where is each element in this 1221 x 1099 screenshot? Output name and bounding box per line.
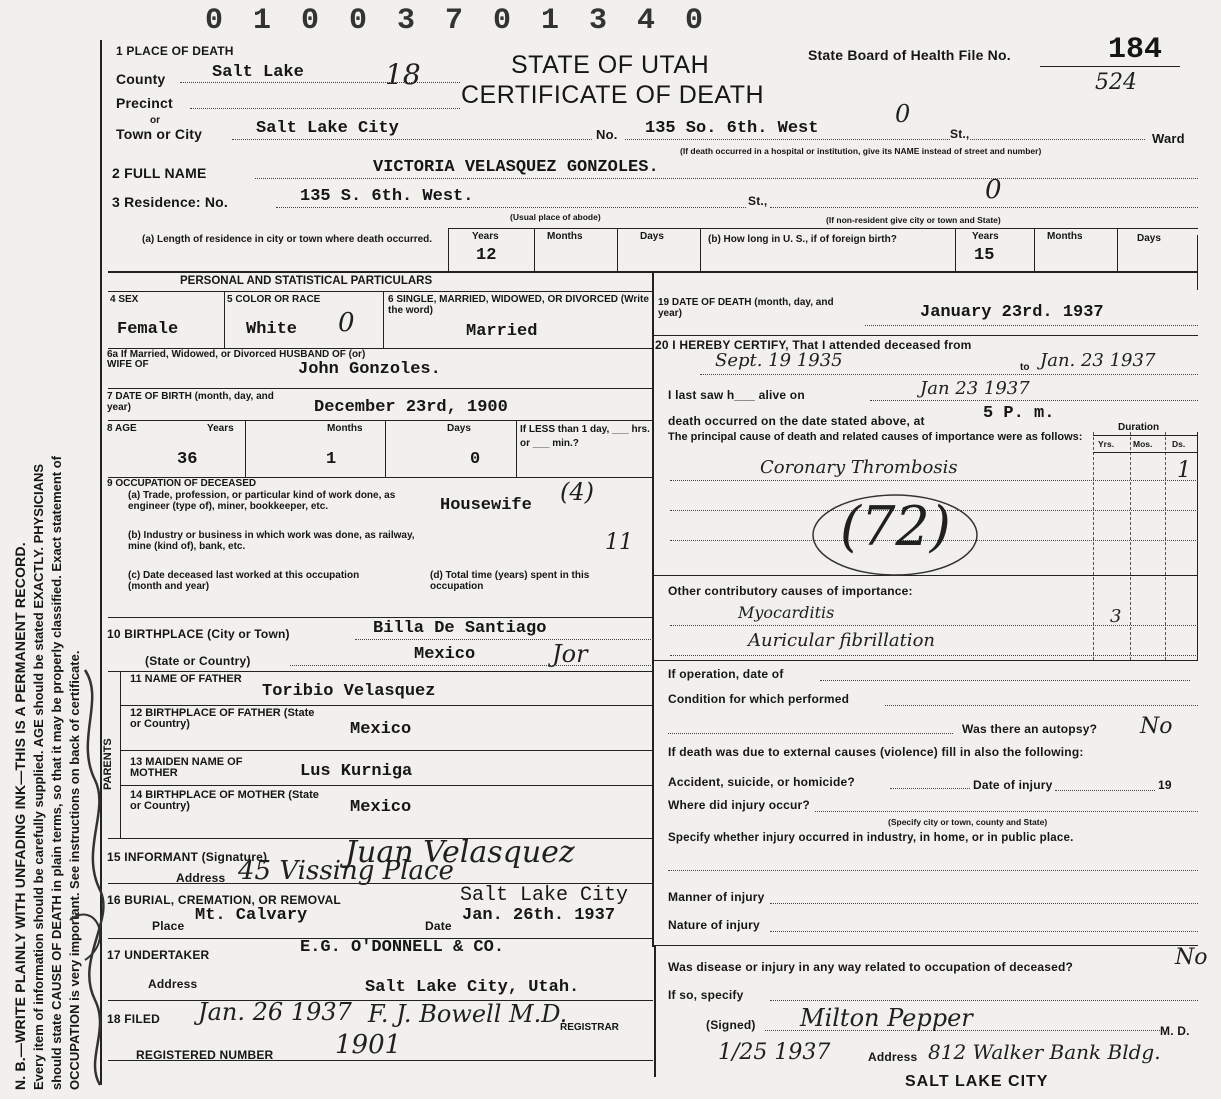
rule-birthplace [108, 617, 653, 618]
residence-st-rule [770, 207, 1198, 208]
residence-value: 135 S. 6th. West. [300, 187, 474, 206]
mother-bp-value: Mexico [350, 798, 412, 817]
undertaker-address-label: Address [148, 977, 198, 991]
physician-address: 812 Walker Bank Bldg. [928, 1040, 1161, 1064]
age-days-label: Days [447, 423, 471, 434]
rule-birth [108, 388, 653, 389]
death-time: 5 P. m. [983, 404, 1055, 423]
rule-father [120, 705, 653, 706]
registered-number-label: REGISTERED NUMBER [136, 1048, 274, 1062]
cause-line-1 [670, 480, 1198, 481]
if-so-label: If so, specify [668, 988, 744, 1002]
informant-address: 45 Vissing Place [238, 856, 454, 886]
birth-date-value: December 23rd, 1900 [314, 398, 508, 417]
residence-rule [276, 207, 746, 208]
notice-line-2: Every item of information should be carefully supplied. AGE should be stated EXACTLY. PHYSICIANS [31, 463, 46, 1090]
death-occurred-label: death occurred on the date stated above, at [668, 414, 925, 428]
physician-address-label: Address [868, 1050, 918, 1064]
column-divider-upper [652, 272, 654, 947]
us-years-label: Years [972, 231, 999, 242]
burial-place-value: Mt. Calvary [195, 906, 308, 925]
box-res-top [448, 228, 1198, 229]
occupation-b-mark: 11 [605, 530, 633, 555]
father-label: 11 NAME OF FATHER [130, 673, 242, 685]
last-saw-label: I last saw h___ alive on [668, 388, 805, 402]
rule-sex [108, 291, 653, 292]
sex-value: Female [117, 320, 179, 339]
occupation-mark: (4) [560, 478, 594, 506]
box-res-1 [534, 228, 535, 271]
signed-label: (Signed) [706, 1018, 756, 1032]
date-of-death-value: January 23rd. 1937 [920, 303, 1104, 322]
place-no-label: No. [596, 127, 618, 142]
place-ward-rule [970, 139, 1145, 140]
filed-date: Jan. 26 1937 [198, 998, 352, 1026]
accident-label: Accident, suicide, or homicide? [668, 775, 855, 789]
father-value: Toribio Velasquez [262, 682, 436, 701]
undertaker-address: Salt Lake City, Utah. [365, 978, 580, 997]
where-note: (Specify city or town, county and State) [888, 817, 1048, 827]
last-saw-value: Jan 23 1937 [920, 378, 1030, 399]
file-number: 184 [1108, 33, 1163, 67]
occupation-a-value: Housewife [440, 496, 532, 515]
autopsy-label: Was there an autopsy? [962, 722, 1098, 736]
registrar-label: REGISTRAR [560, 1022, 619, 1033]
rule-injury-bottom [654, 945, 1198, 946]
box-us-left [955, 228, 956, 271]
contrib-1: Myocarditis [738, 603, 835, 622]
birthplace-label: 10 BIRTHPLACE (City or Town) [107, 627, 290, 641]
col-age-days [516, 421, 517, 477]
injury-year-label: 19 [1158, 778, 1172, 792]
birthplace-country-rule [290, 665, 653, 666]
duration-label: Duration [1118, 422, 1160, 433]
age-years-value: 36 [177, 450, 198, 469]
full-name-label: 2 FULL NAME [112, 165, 207, 181]
race-value: White [246, 320, 298, 339]
rule-age [108, 420, 653, 421]
last-saw-rule [870, 400, 1198, 401]
race-mark: 0 [338, 308, 355, 338]
county-label: County [116, 71, 166, 87]
notice-line-4: OCCUPATION is very important. See instructions on back of certificate. [67, 650, 82, 1090]
precinct-label: Precinct [116, 95, 173, 111]
specify-rule [668, 870, 1198, 871]
burial-label: 16 BURIAL, CREMATION, OR REMOVAL [107, 893, 341, 907]
serial-number: 0 1 0 0 3 7 0 1 3 4 0 [205, 4, 710, 38]
residence-st-label: St., [748, 194, 768, 208]
usual-abode-note: (Usual place of abode) [510, 212, 601, 222]
place-of-death-label: 1 PLACE OF DEATH [116, 44, 234, 58]
cause-label: The principal cause of death and related causes of importance were as follows: [668, 431, 1083, 443]
undertaker-value: E.G. O'DONNELL & CO. [300, 938, 505, 957]
box-us-1 [1034, 228, 1035, 271]
age-months-label: Months [327, 423, 363, 434]
file-number-rule [1040, 66, 1180, 67]
box-res-left [448, 228, 449, 271]
occ-disease-value: No [1175, 945, 1208, 970]
town-rule [232, 139, 592, 140]
us-years-value: 15 [974, 246, 995, 265]
county-mark: 18 [385, 58, 421, 91]
yrs-label: Yrs. [1098, 439, 1115, 449]
personal-header: PERSONAL AND STATISTICAL PARTICULARS [180, 275, 433, 287]
rule-mother [120, 785, 653, 786]
nature-label: Nature of injury [668, 918, 760, 932]
signed-rule [765, 1030, 1160, 1031]
margin-scribble [55, 660, 125, 1090]
precinct-rule [190, 108, 460, 109]
place-address: 135 So. 6th. West [645, 119, 819, 138]
condition-label: Condition for which performed [668, 692, 850, 706]
burial-place-label: Place [152, 919, 185, 933]
md-label: M. D. [1160, 1024, 1190, 1038]
rule-contrib-bottom [654, 660, 1198, 661]
hospital-note: (If death occurred in a hospital or institution, give its NAME instead of street and number) [680, 146, 1042, 156]
place-mark: 0 [895, 100, 911, 128]
certify-from: Sept. 19 1935 [715, 350, 843, 371]
certify-rule [700, 374, 1198, 375]
burial-date-label: Date [425, 919, 452, 933]
town-value: Salt Lake City [256, 119, 399, 138]
certify-label: 20 I HEREBY CERTIFY, That I attended deceased from [655, 338, 972, 352]
age-days-value: 0 [470, 450, 481, 469]
county-value: Salt Lake [212, 63, 304, 82]
ward-label: Ward [1152, 131, 1185, 146]
dur-top [1093, 435, 1198, 436]
injury-date-rule [1055, 790, 1155, 791]
certify-to-label: to [1020, 362, 1030, 373]
rule-date-of-death [654, 335, 1198, 336]
file-sub-number: 524 [1095, 70, 1137, 95]
box-res-3 [700, 228, 701, 271]
county-rule [180, 82, 460, 83]
manner-label: Manner of injury [668, 890, 765, 904]
signed-date: 1/25 1937 [718, 1040, 831, 1065]
age-years-label: Years [207, 423, 234, 434]
race-label: 5 COLOR OR RACE [227, 294, 321, 305]
rule-father-bp [120, 750, 653, 751]
occupation-a-label: (a) Trade, profession, or particular kind of work done, as engineer (type of), miner, bookkeeper, etc. [128, 490, 396, 512]
cause-coding: (72) [840, 495, 951, 558]
informant-label: 15 INFORMANT (Signature) [107, 850, 268, 864]
if-so-rule [770, 1000, 1198, 1001]
where-rule [815, 811, 1198, 812]
burial-date-value: Jan. 26th. 1937 [462, 906, 616, 925]
file-number-label: State Board of Health File No. [808, 47, 1011, 63]
specify-label: Specify whether injury occurred in industry, in home, or in public place. [668, 832, 1074, 844]
occ-disease-label: Was disease or injury in any way related to occupation of deceased? [668, 960, 1074, 974]
coding-circle [805, 490, 985, 580]
physician-signature: Milton Pepper [800, 1004, 973, 1032]
informant-signature: Juan Velasquez [345, 835, 575, 870]
marital-label: 6 SINGLE, MARRIED, WIDOWED, OR DIVORCED (Write the word) [388, 294, 649, 316]
contrib-duration: 3 [1110, 606, 1122, 627]
birthplace-city-rule [355, 639, 653, 640]
place-st-label: St., [950, 127, 970, 141]
burial-location: Salt Lake City [460, 884, 629, 907]
rule-parents-top [108, 671, 653, 672]
box-us-2 [1117, 228, 1118, 271]
column-divider-lower [654, 945, 656, 1077]
birthplace-state-label: (State or Country) [145, 654, 251, 668]
cause-duration: 1 [1177, 458, 1191, 483]
mother-label: 13 MAIDEN NAME OF MOTHER [130, 756, 243, 779]
occupation-b-label: (b) Industry or business in which work was done, as railway, mine (kind of), bank, etc. [128, 530, 415, 552]
father-bp-label: 12 BIRTHPLACE OF FATHER (State or Country) [130, 707, 315, 730]
date-of-death-label: 19 DATE OF DEATH (month, day, and year) [658, 297, 834, 319]
age-label: 8 AGE [107, 423, 137, 434]
col-sex-race [224, 292, 225, 348]
res-years-label: Years [472, 231, 499, 242]
place-address-rule [625, 139, 950, 140]
town-label: Town or City [116, 126, 203, 142]
col-age-years [245, 421, 246, 477]
notice-line-3: should state CAUSE OF DEATH in plain terms, so that it may be properly classified. Exact statement of [49, 455, 64, 1090]
length-years-value: 12 [476, 246, 497, 265]
birthplace-city: Billa De Santiago [373, 619, 547, 638]
col-age-months [385, 421, 386, 477]
where-label: Where did injury occur? [668, 798, 810, 812]
mos-label: Mos. [1133, 439, 1153, 449]
box-res-2 [617, 228, 618, 271]
operation-label: If operation, date of [668, 667, 784, 681]
or-label: or [150, 115, 160, 126]
sex-label: 4 SEX [110, 294, 139, 305]
res-months-label: Months [547, 231, 583, 242]
external-label: If death was due to external causes (violence) fill in also the following: [668, 745, 1084, 759]
injury-date-label: Date of injury [973, 778, 1053, 792]
age-months-value: 1 [326, 450, 337, 469]
condition-rule [885, 705, 1198, 706]
operation-rule [820, 680, 1190, 681]
filed-label: 18 FILED [107, 1012, 160, 1026]
autopsy-value: No [1140, 714, 1173, 739]
accident-rule [890, 788, 970, 789]
birthplace-mark: Jor [552, 640, 588, 668]
col-race-marital [383, 292, 384, 348]
cause-value: Coronary Thrombosis [760, 457, 958, 478]
manner-rule [770, 903, 1198, 904]
date-of-death-rule [865, 325, 1198, 326]
registrar-signature: F. J. Bowell M.D. [368, 1000, 568, 1028]
spouse-label: 6a If Married, Widowed, or Divorced HUSBAND OF (or) WIFE OF [107, 349, 366, 370]
notice-line-1: N. B.—WRITE PLAINLY WITH UNFADING INK—THIS IS A PERMANENT RECORD. [12, 542, 28, 1090]
dur-sub [1093, 452, 1198, 453]
registered-number: 1901 [335, 1030, 402, 1060]
nature-rule [770, 931, 1198, 932]
full-name-rule [255, 178, 1198, 179]
parents-side-label: PARENTS [102, 738, 114, 790]
us-residence-label: (b) How long in U. S., if of foreign birth? [708, 234, 897, 245]
length-residence-label: (a) Length of residence in city or town where death occurred. [142, 234, 433, 245]
us-months-label: Months [1047, 231, 1083, 242]
mother-value: Lus Kurniga [300, 762, 413, 781]
birthplace-country: Mexico [414, 645, 476, 664]
ds-label: Ds. [1172, 439, 1186, 449]
occupation-label: 9 OCCUPATION OF DECEASED [107, 478, 257, 489]
mother-bp-label: 14 BIRTHPLACE OF MOTHER (State or Country) [130, 789, 319, 812]
contrib-2: Auricular fibrillation [748, 630, 935, 651]
spouse-value: John Gonzoles. [298, 360, 441, 379]
certificate-title: CERTIFICATE OF DEATH [461, 81, 765, 109]
marital-value: Married [466, 322, 538, 341]
autopsy-rule [668, 733, 953, 734]
residence-label: 3 Residence: No. [112, 194, 229, 210]
residence-mark: 0 [985, 175, 1002, 205]
undertaker-label: 17 UNDERTAKER [107, 948, 210, 962]
occupation-c-label: (c) Date deceased last worked at this occupation (month and year) [128, 570, 360, 592]
contrib-label: Other contributory causes of importance: [668, 584, 913, 598]
birth-date-label: 7 DATE OF BIRTH (month, day, and year) [107, 391, 274, 413]
contrib-line-2 [670, 655, 1198, 656]
res-days-label: Days [640, 231, 664, 242]
right-border-top [1197, 235, 1198, 290]
age-less-label: If LESS than 1 day, ___ hrs. or ___ min.? [520, 424, 650, 449]
father-bp-value: Mexico [350, 720, 412, 739]
state-title: STATE OF UTAH [511, 51, 710, 79]
certify-to: Jan. 23 1937 [1040, 350, 1156, 371]
city-stamp: SALT LAKE CITY [905, 1073, 1049, 1090]
nonresident-note: (If non-resident give city or town and State) [826, 215, 1001, 225]
us-days-label: Days [1137, 233, 1161, 244]
informant-address-label: Address [176, 871, 226, 885]
full-name-value: VICTORIA VELASQUEZ GONZOLES. [373, 158, 659, 177]
occupation-d-label: (d) Total time (years) spent in this occupation [430, 570, 590, 592]
